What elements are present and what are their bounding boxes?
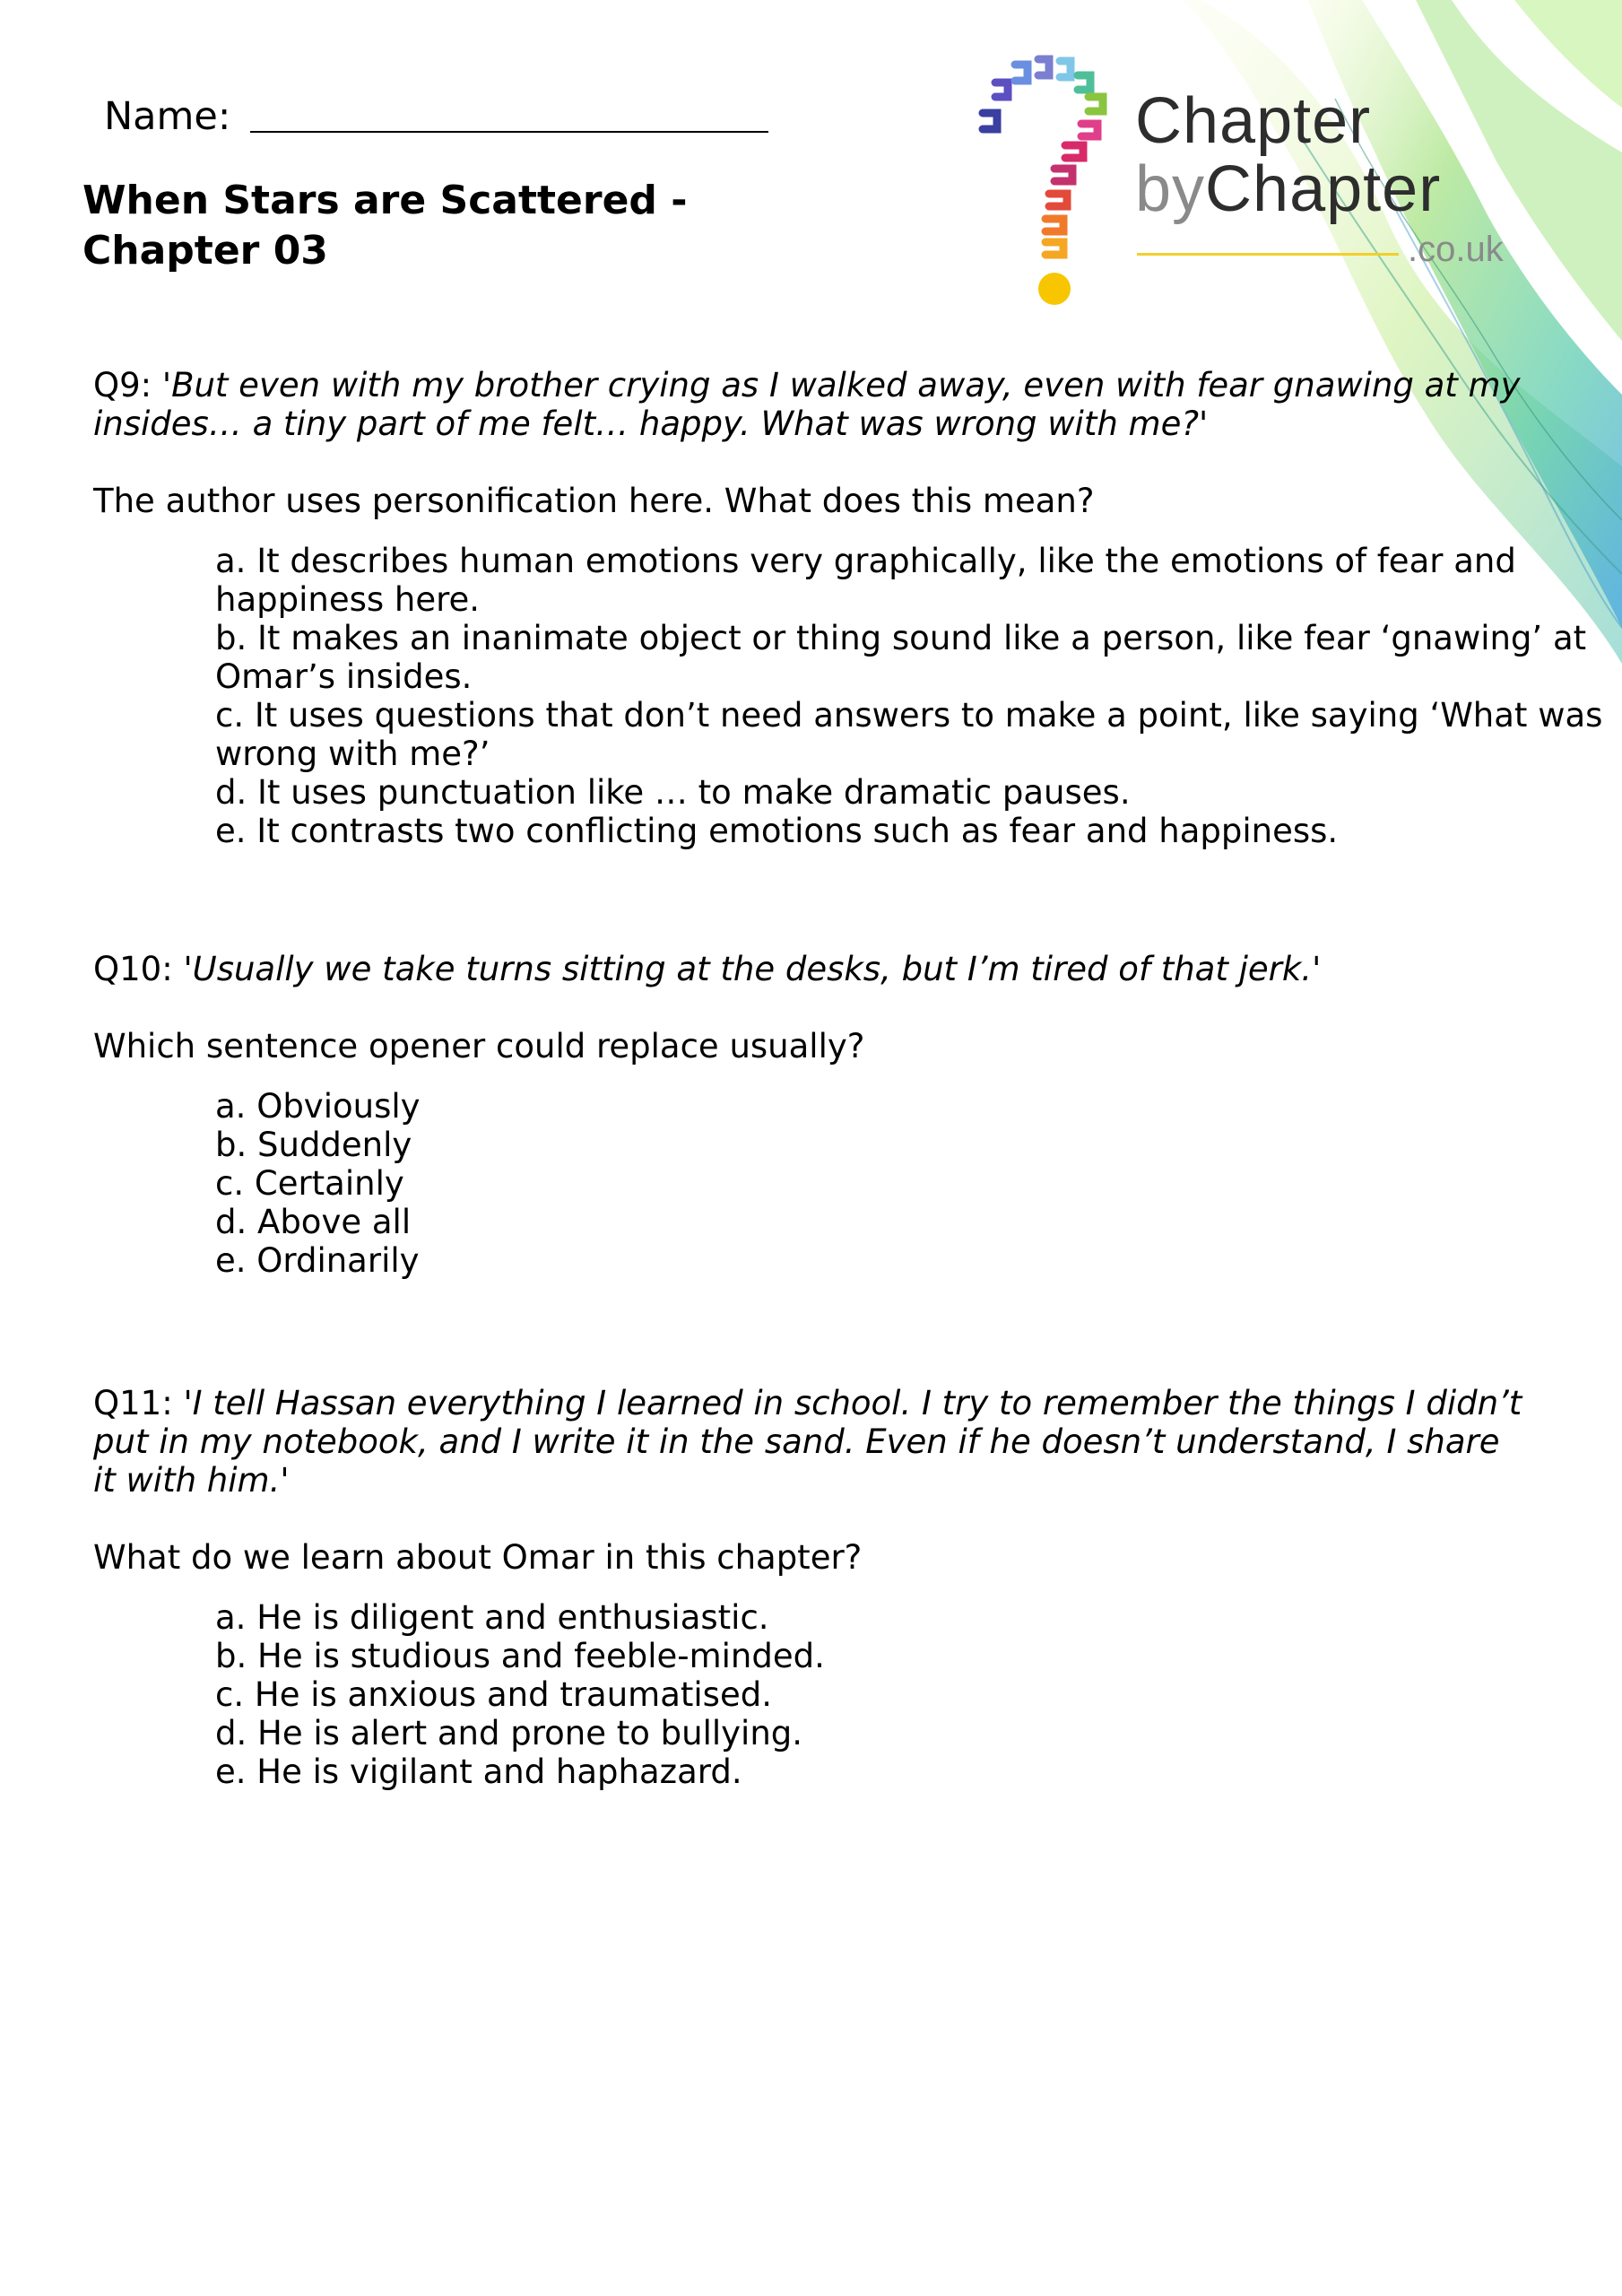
question-prompt: What do we learn about Omar in this chapter? [93,1538,863,1577]
name-field [104,90,768,144]
answer-option-b[interactable]: b. Suddenly [215,1126,412,1164]
answer-options [215,1598,1614,1791]
question-quote [93,1384,1528,1500]
question-quote [93,950,1528,988]
answer-options [215,542,1614,850]
answer-option-e[interactable]: e. He is vigilant and haphazard. [215,1752,742,1791]
answer-option-c[interactable]: c. He is anxious and traumatised. [215,1675,772,1714]
answer-option-e[interactable]: e. It contrasts two conflicting emotions such as fear and happiness. [215,812,1339,850]
answer-options [215,1087,1614,1280]
quote-text: 'Usually we take turns sitting at the desks, but I’m tired of that jerk.' [183,950,1322,988]
logo-underline [1137,253,1399,256]
question-quote [93,366,1528,443]
question-prompt: The author uses personification here. What does this mean? [93,482,1095,520]
name-label: Name: [104,94,231,139]
quote-text: 'But even with my brother crying as I walked away, even with fear gnawing at my insides… a tiny part of me felt… happy. What was wrong with me?' [93,366,1521,443]
chapter-by-chapter-logo [967,54,1549,314]
answer-option-b[interactable]: b. It makes an inanimate object or thing sound like a person, like fear ‘gnawing’ at Omar’s insides. [215,619,1587,696]
answer-option-c[interactable]: c. It uses questions that don’t need answers to make a point, like saying ‘What was wrong with me?’ [215,696,1603,773]
book-question-mark-icon [967,54,1128,314]
answer-option-e[interactable]: e. Ordinarily [215,1241,420,1280]
question-number: Q9: [93,366,152,404]
question-9 [93,366,1603,850]
answer-option-d[interactable]: d. He is alert and prone to bullying. [215,1714,803,1752]
logo-line-1: Chapter [1135,85,1372,157]
question-11 [93,1384,1528,1791]
question-10 [93,950,1528,1280]
answer-option-a[interactable]: a. Obviously [215,1087,421,1126]
name-underline [250,131,768,133]
answer-option-a[interactable]: a. It describes human emotions very graphically, like the emotions of fear and happiness here. [215,542,1516,619]
quote-text: 'I tell Hassan everything I learned in school. I try to remember the things I didn’t put in my notebook, and I write it in the sand. Even if he doesn’t understand, I share it with him.' [93,1384,1522,1500]
question-prompt: Which sentence opener could replace usually? [93,1027,865,1065]
logo-by: by [1135,153,1206,225]
answer-option-d[interactable]: d. It uses punctuation like … to make dramatic pauses. [215,773,1131,812]
worksheet-title: When Stars are Scattered - Chapter 03 [82,178,688,274]
answer-option-d[interactable]: d. Above all [215,1203,412,1241]
question-number: Q11: [93,1384,173,1422]
answer-option-a[interactable]: a. He is diligent and enthusiastic. [215,1598,769,1637]
logo-line-2 [1135,153,1442,225]
logo-wordmark [1135,85,1442,225]
question-number: Q10: [93,950,173,988]
answer-option-c[interactable]: c. Certainly [215,1164,404,1203]
logo-chapter: Chapter [1205,153,1442,225]
logo-domain: .co.uk [1408,230,1504,269]
answer-option-b[interactable]: b. He is studious and feeble-minded. [215,1637,825,1675]
